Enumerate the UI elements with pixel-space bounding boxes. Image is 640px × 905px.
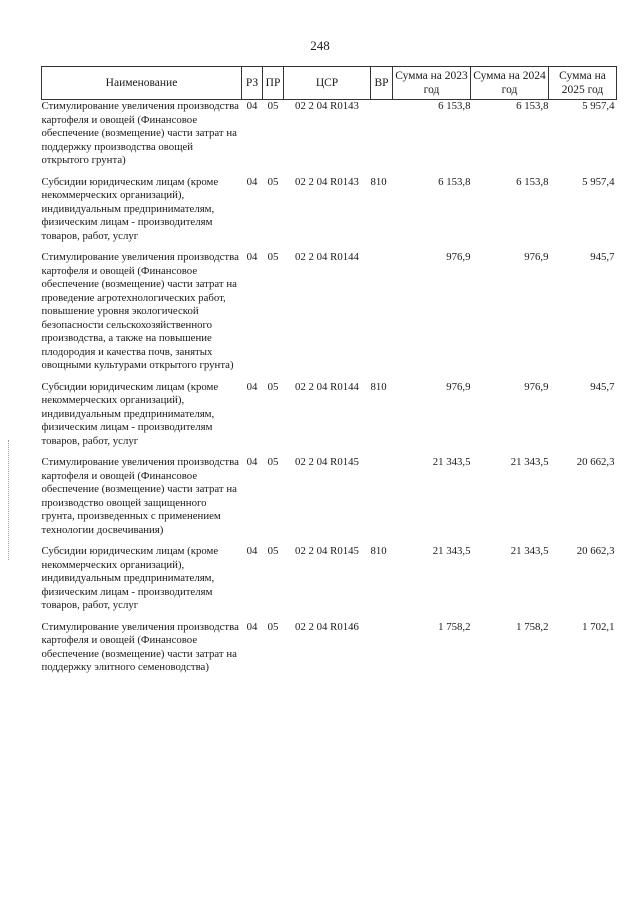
cell-csr: 02 2 04 R0144 (295, 251, 359, 263)
cell-pr: 05 (267, 620, 279, 633)
header-sum-2024: Сумма на 2024 год (471, 67, 549, 100)
cell-pr: 05 (267, 251, 279, 263)
cell-name: Стимулирование увеличения производства картофеля и овощей (Финансовое обеспечение (возмещение) части затрат на производство овощей защищенного грунта, произведенных с применением технологии досвечивания) (41, 456, 239, 536)
cell-name: Субсидии юридическим лицам (кроме некоммерческих организаций), индивидуальным предпринимателям, физическим лицам - производителям товаров, работ, услуг (41, 380, 219, 447)
cell-pr: 05 (267, 100, 279, 112)
cell-sum-2025: 20 662,3 (576, 545, 615, 557)
header-sum-2025: Сумма на 2025 год (549, 67, 617, 100)
cell-sum-2023: 6 153,8 (438, 175, 471, 188)
cell-sum-2025: 945,7 (590, 251, 615, 263)
cell-pr: 05 (267, 380, 279, 393)
margin-mark (8, 440, 10, 560)
cell-vr: 810 (370, 545, 387, 557)
cell-vr (371, 621, 393, 683)
cell-sum-2023: 21 343,5 (432, 545, 471, 557)
cell-rz: 04 (246, 545, 258, 557)
cell-sum-2023: 976,9 (446, 380, 471, 393)
cell-sum-2024: 976,9 (524, 380, 549, 393)
header-sum-2023: Сумма на 2023 год (393, 67, 471, 100)
header-csr: ЦСР (284, 67, 371, 100)
header-rz: РЗ (242, 67, 263, 100)
cell-csr: 02 2 04 R0143 (295, 175, 359, 188)
cell-sum-2025: 1 702,1 (582, 620, 615, 633)
table-row (42, 456, 617, 545)
table-row (42, 176, 617, 252)
budget-table (41, 66, 617, 683)
table-row (42, 621, 617, 683)
table-row (42, 100, 617, 176)
cell-sum-2023: 6 153,8 (438, 100, 471, 112)
header-pr: ПР (263, 67, 284, 100)
cell-sum-2024: 21 343,5 (510, 456, 549, 468)
cell-pr: 05 (267, 175, 279, 188)
cell-sum-2024: 976,9 (524, 251, 549, 263)
cell-name: Стимулирование увеличения производства картофеля и овощей (Финансовое обеспечение (возмещение) части затрат на поддержку элитного семеноводства) (41, 620, 239, 673)
cell-pr: 05 (267, 456, 279, 468)
cell-csr: 02 2 04 R0145 (295, 545, 359, 557)
page-number: 248 (310, 38, 330, 53)
cell-name: Субсидии юридическим лицам (кроме некоммерческих организаций), индивидуальным предпринимателям, физическим лицам - производителям товаров, работ, услуг (41, 175, 219, 242)
cell-vr: 810 (370, 380, 387, 393)
header-vr: ВР (371, 67, 393, 100)
cell-name: Субсидии юридическим лицам (кроме некоммерческих организаций), индивидуальным предпринимателям, физическим лицам - производителям товаров, работ, услуг (41, 545, 219, 611)
cell-rz: 04 (246, 620, 258, 633)
cell-csr: 02 2 04 R0143 (295, 100, 359, 112)
cell-sum-2025: 5 957,4 (582, 100, 615, 112)
cell-rz: 04 (246, 380, 258, 393)
table-row (42, 381, 617, 457)
cell-rz: 04 (246, 456, 258, 468)
cell-csr: 02 2 04 R0145 (295, 456, 359, 468)
cell-sum-2023: 21 343,5 (432, 456, 471, 468)
cell-rz: 04 (246, 251, 258, 263)
cell-rz: 04 (246, 100, 258, 112)
cell-rz: 04 (246, 175, 258, 188)
cell-vr (371, 456, 393, 545)
table-row (42, 545, 617, 621)
header-name: Наименование (42, 67, 242, 100)
cell-sum-2025: 20 662,3 (576, 456, 615, 468)
cell-sum-2025: 5 957,4 (582, 175, 615, 188)
table-header (42, 67, 617, 100)
cell-sum-2024: 6 153,8 (516, 100, 549, 112)
cell-name: Стимулирование увеличения производства картофеля и овощей (Финансовое обеспечение (возмещение) части затрат на поддержку производства овощей открытого грунта) (41, 100, 239, 166)
cell-sum-2023: 976,9 (446, 251, 471, 263)
table-body (42, 100, 617, 683)
cell-csr: 02 2 04 R0144 (295, 380, 359, 393)
cell-sum-2024: 1 758,2 (516, 620, 549, 633)
cell-csr: 02 2 04 R0146 (295, 620, 359, 633)
cell-sum-2025: 945,7 (590, 380, 615, 393)
table-row (42, 251, 617, 381)
cell-sum-2024: 6 153,8 (516, 175, 549, 188)
cell-vr: 810 (370, 175, 387, 188)
cell-sum-2023: 1 758,2 (438, 620, 471, 633)
cell-sum-2024: 21 343,5 (510, 545, 549, 557)
cell-vr (371, 251, 393, 381)
cell-pr: 05 (267, 545, 279, 557)
cell-vr (371, 100, 393, 176)
cell-name: Стимулирование увеличения производства картофеля и овощей (Финансовое обеспечение (возмещение) части затрат на проведение агротехнологических работ, повышение уровня экологической безопасности сельскохозяйственного производства, а также на повышение плодородия и качества почв, занятых овощными культурами открытого грунта) (41, 251, 239, 371)
